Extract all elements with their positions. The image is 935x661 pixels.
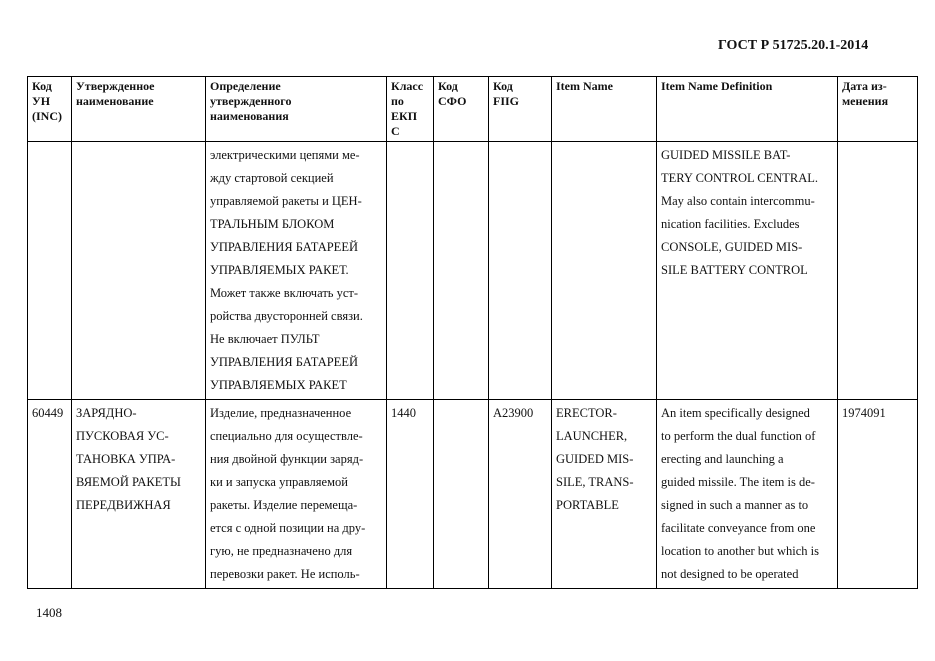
cell-line: May also contain intercommu-	[661, 194, 815, 208]
cell-sfo	[434, 400, 489, 589]
cell-item-definition	[657, 142, 838, 400]
catalog-table	[27, 76, 918, 589]
cell-line: Изделие, предназначенное	[210, 406, 352, 420]
cell-line: to perform the dual function of	[661, 429, 816, 443]
cell-line: guided missile. The item is de-	[661, 475, 815, 489]
cell-fiig	[489, 142, 552, 400]
cell-line: CONSOLE, GUIDED MIS-	[661, 240, 803, 254]
cell-line: С	[391, 124, 400, 138]
cell-item-name	[552, 142, 657, 400]
cell-item-name	[552, 400, 657, 589]
cell-line: 60449	[32, 406, 64, 420]
header-definition	[206, 77, 387, 142]
cell-line: наименование	[76, 94, 154, 108]
cell-line: Код	[438, 79, 458, 93]
table-row	[28, 142, 918, 400]
cell-change-date	[838, 400, 918, 589]
cell-line: жду стартовой секцией	[210, 171, 334, 185]
header-item-definition	[657, 77, 838, 142]
cell-line: FIIG	[493, 94, 520, 108]
cell-inc	[28, 400, 72, 589]
cell-line: Item Name Definition	[661, 79, 773, 93]
cell-line: ройства двусторонней связи.	[210, 309, 363, 323]
standard-header: ГОСТ Р 51725.20.1-2014	[718, 38, 869, 53]
cell-line: GUIDED MIS-	[556, 452, 634, 466]
cell-line: специально для осуществле-	[210, 429, 363, 443]
cell-line: ЕКП	[391, 109, 418, 123]
cell-fiig	[489, 400, 552, 589]
cell-line: Утвержденное	[76, 79, 155, 93]
header-sfo	[434, 77, 489, 142]
cell-line: Код	[32, 79, 52, 93]
cell-line: Определение	[210, 79, 281, 93]
cell-definition	[206, 142, 387, 400]
cell-approved-name	[72, 400, 206, 589]
cell-line: ракеты. Изделие перемеща-	[210, 498, 358, 512]
cell-line: ки и запуска управляемой	[210, 475, 348, 489]
cell-line: УПРАВЛЯЕМЫХ РАКЕТ	[210, 378, 347, 392]
cell-line: электрическими цепями ме-	[210, 148, 360, 162]
cell-line: УПРАВЛЯЕМЫХ РАКЕТ.	[210, 263, 349, 277]
cell-line: 1974091	[842, 406, 886, 420]
cell-line: ТАНОВКА УПРА-	[76, 452, 176, 466]
cell-line: GUIDED MISSILE BAT-	[661, 148, 791, 162]
cell-line: УПРАВЛЕНИЯ БАТАРЕЕЙ	[210, 240, 358, 254]
cell-change-date	[838, 142, 918, 400]
cell-line: not designed to be operated	[661, 567, 799, 581]
cell-line: ется с одной позиции на дру-	[210, 521, 366, 535]
cell-approved-name	[72, 142, 206, 400]
header-approved-name	[72, 77, 206, 142]
cell-line: An item specifically designed	[661, 406, 810, 420]
cell-line: утвержденного	[210, 94, 292, 108]
cell-line: PORTABLE	[556, 498, 619, 512]
header-row	[28, 77, 918, 142]
cell-line: ЗАРЯДНО-	[76, 406, 137, 420]
cell-line: Item Name	[556, 79, 613, 93]
cell-line: 1440	[391, 406, 416, 420]
cell-line: ПУСКОВАЯ УС-	[76, 429, 169, 443]
cell-inc	[28, 142, 72, 400]
cell-line: A23900	[493, 406, 534, 420]
cell-line: erecting and launching a	[661, 452, 784, 466]
header-fiig	[489, 77, 552, 142]
cell-line: Может также включать уст-	[210, 286, 359, 300]
cell-class	[387, 142, 434, 400]
header-item-name	[552, 77, 657, 142]
cell-class	[387, 400, 434, 589]
header-class	[387, 77, 434, 142]
cell-line: Класс	[391, 79, 424, 93]
cell-line: перевозки ракет. Не исполь-	[210, 567, 360, 581]
cell-line: ПЕРЕДВИЖНАЯ	[76, 498, 171, 512]
header-inc	[28, 77, 72, 142]
cell-line: УПРАВЛЕНИЯ БАТАРЕЕЙ	[210, 355, 358, 369]
cell-line: Код	[493, 79, 513, 93]
cell-definition	[206, 400, 387, 589]
cell-line: ния двойной функции заряд-	[210, 452, 364, 466]
cell-item-definition	[657, 400, 838, 589]
cell-line: LAUNCHER,	[556, 429, 628, 443]
cell-line: (INC)	[32, 109, 62, 123]
cell-line: location to another but which is	[661, 544, 819, 558]
cell-sfo	[434, 142, 489, 400]
header-change-date	[838, 77, 918, 142]
cell-line: Дата из-	[842, 79, 887, 93]
cell-line: nication facilities. Excludes	[661, 217, 800, 231]
cell-line: ERECTOR-	[556, 406, 617, 420]
cell-line: управляемой ракеты и ЦЕН-	[210, 194, 362, 208]
cell-line: Не включает ПУЛЬТ	[210, 332, 320, 346]
cell-line: наименования	[210, 109, 289, 123]
cell-line: УН	[32, 94, 51, 108]
cell-line: SILE, TRANS-	[556, 475, 634, 489]
cell-line: ТРАЛЬНЫМ БЛОКОМ	[210, 217, 335, 231]
cell-line: TERY CONTROL CENTRAL.	[661, 171, 819, 185]
cell-line: СФО	[438, 94, 467, 108]
cell-line: ВЯЕМОЙ РАКЕТЫ	[76, 475, 181, 489]
cell-line: менения	[842, 94, 889, 108]
cell-line: SILE BATTERY CONTROL	[661, 263, 808, 277]
table-row	[28, 400, 918, 589]
cell-line: по	[391, 94, 404, 108]
cell-line: гую, не предназначено для	[210, 544, 353, 558]
page-number: 1408	[36, 605, 62, 620]
cell-line: facilitate conveyance from one	[661, 521, 816, 535]
cell-line: signed in such a manner as to	[661, 498, 809, 512]
